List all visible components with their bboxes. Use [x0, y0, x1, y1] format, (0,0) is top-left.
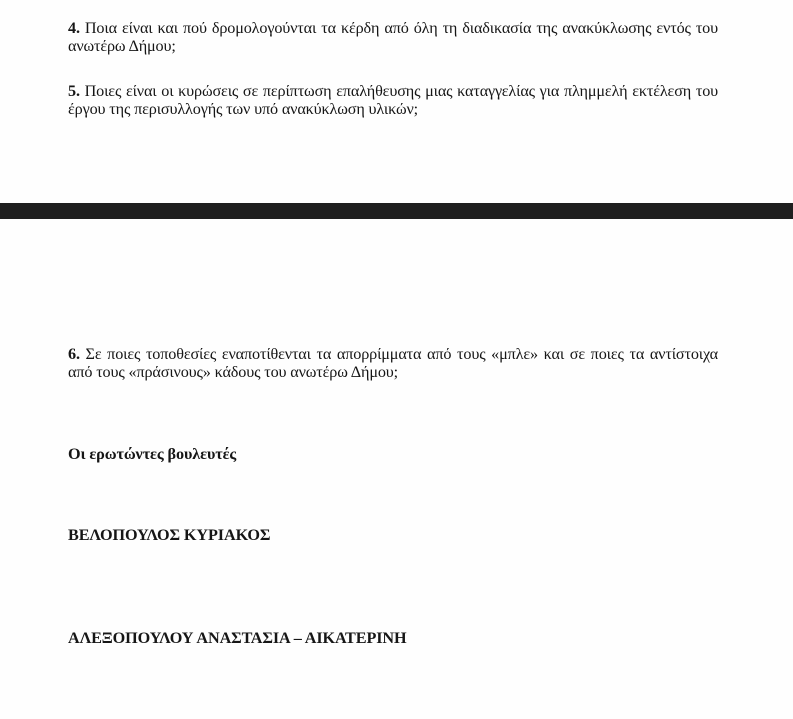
question-6 — [68, 345, 718, 381]
signatories-heading: Οι ερωτώντες βουλευτές — [68, 445, 237, 463]
question-4 — [68, 19, 718, 55]
document-page-top — [0, 0, 793, 203]
page-separator-bar — [0, 203, 793, 219]
question-text: Ποιες είναι οι κυρώσεις σε περίπτωση επαλήθευσης μιας καταγγελίας για πλημμελή εκτέλεση του έργου της περισυλλογής των υπό ανακύκλωση υλικών; — [68, 82, 718, 118]
question-5 — [68, 82, 718, 118]
question-number: 6. — [68, 345, 80, 363]
question-text: Ποια είναι και πού δρομολογούνται τα κέρδη από όλη τη διαδικασία της ανακύκλωσης εντός του ανωτέρω Δήμου; — [68, 19, 718, 55]
question-number: 5. — [68, 82, 80, 100]
question-text: Σε ποιες τοποθεσίες εναποτίθενται τα απορρίμματα από τους «μπλε» και σε ποιες τα αντίστοιχα από τους «πράσινους» κάδους του ανωτέρω Δήμου; — [68, 345, 718, 381]
question-number: 4. — [68, 19, 80, 37]
signatory-name: ΑΛΕΞΟΠΟΥΛΟΥ ΑΝΑΣΤΑΣΙΑ – ΑΙΚΑΤΕΡΙΝΗ — [68, 629, 407, 647]
signatory-name: ΒΕΛΟΠΟΥΛΟΣ ΚΥΡΙΑΚΟΣ — [68, 526, 271, 544]
